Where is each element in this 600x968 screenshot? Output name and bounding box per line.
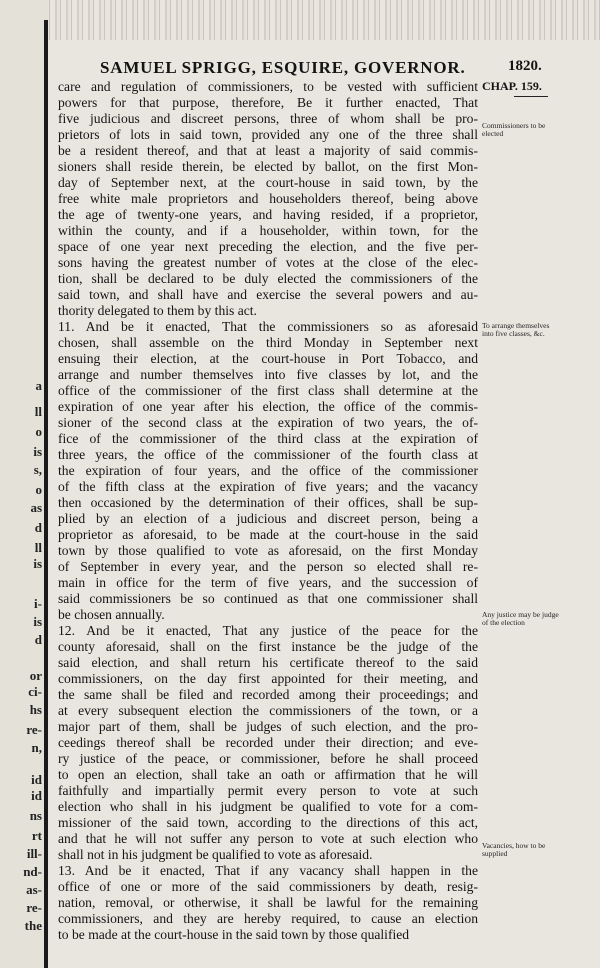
text-line: space of one year next preceding the election, and the five per- (58, 239, 478, 254)
text-line: commissioners, on the day first appointed for their meeting, and (58, 671, 478, 686)
text-line: main in office for the term of five years, and the succession of (58, 575, 478, 590)
text-line: ceedings thereof shall be recorded under their direction; and eve- (58, 735, 478, 750)
strip-fragment: n, (31, 740, 42, 755)
strip-fragment: s, (33, 462, 42, 477)
text-line: office of the commissioner of the first class shall determine at the (58, 383, 478, 398)
strip-fragment: ns (29, 808, 42, 823)
text-line: to be made at the court-house in the said town by those qualified (58, 927, 410, 942)
strip-fragment: rt (31, 828, 42, 843)
strip-fragment: the (24, 918, 42, 933)
text-line: said commissioners be so continued as that one commissioner shall (58, 591, 478, 606)
body-text (58, 79, 478, 943)
gutter-shadow (44, 20, 48, 968)
strip-fragment: nd- (23, 864, 42, 879)
strip-fragment: o (35, 482, 42, 497)
text-line: be a resident thereof, and that at least a majority of said commis- (58, 143, 478, 158)
strip-fragment: id (31, 788, 42, 803)
adjacent-page-strip (0, 0, 48, 968)
text-line: office of one or more of the said commissioners by death, resig- (58, 879, 478, 894)
strip-fragment: d (34, 632, 42, 647)
text-line: faithfully and impartially permit every person to vote at such (58, 783, 478, 798)
text-line: nation, removal, or otherwise, it shall be lawful for the remaining (58, 895, 478, 910)
text-line: proprietor as aforesaid, to be made at the court-house in the said (58, 527, 478, 542)
text-line: election who shall in his judgment be qualified to vote for a com- (58, 799, 478, 814)
text-line: the same shall be filed and recorded among their proceedings; and (58, 687, 478, 702)
text-line: missioner of the said town, according to the directions of this act, (58, 815, 478, 830)
running-head: SAMUEL SPRIGG, ESQUIRE, GOVERNOR. (100, 58, 466, 77)
strip-fragment: is (33, 444, 42, 459)
scan-noise (0, 0, 600, 40)
text-line: the age of twenty-one years, and having resided, if a proprietor, (58, 207, 478, 222)
margin-note-vacancies: Vacancies, how to be supplied (482, 841, 546, 858)
text-line: to open an election, shall take an oath or affirmation that he will (58, 767, 478, 782)
strip-fragment: ll (34, 404, 42, 419)
text-line: prietors of lots in said town, provided any one of the three shall (58, 127, 478, 142)
strip-fragment: d (34, 520, 42, 535)
strip-fragment: re- (26, 722, 42, 737)
strip-fragment: as (30, 500, 42, 515)
strip-fragment: is (33, 614, 42, 629)
text-line: care and regulation of commissioners, to be vested with sufficient (58, 79, 478, 94)
strip-fragment: ci- (28, 684, 42, 699)
text-line: tion, shall be declared to be duly elected the commissioners of the (58, 271, 478, 286)
text-line: 11. And be it enacted, That the commissioners so as aforesaid (58, 319, 478, 334)
text-line: major part of them, shall be judges of such election, and the pro- (58, 719, 478, 734)
text-line: sons having the greatest number of votes at the close of the elec- (58, 255, 478, 270)
text-line: shall not in his judgment be qualified to vote as aforesaid. (58, 847, 373, 862)
text-line: powers for that purpose, therefore, Be it further enacted, That (58, 95, 478, 110)
text-line: chosen, shall assemble on the third Monday in September next (58, 335, 478, 350)
margin-note-commissioners: Commissioners to be elected (482, 121, 546, 138)
text-line: commissioners, and they are hereby required, to cause an election (58, 911, 478, 926)
chapter-label: CHAP. 159. (482, 79, 542, 93)
text-line: 13. And be it enacted, That if any vacancy shall happen in the (58, 863, 478, 878)
text-line: sioner of the second class at the expiration of two years, the of- (58, 415, 478, 430)
text-line: the expiration of four years, and the office of the commissioner (58, 463, 478, 478)
text-line: three years, the office of the commissioner of the fourth class at (58, 447, 478, 462)
text-line: free white male proprietors and householders thereof, being above (58, 191, 478, 206)
text-line: county aforesaid, shall on the first instance be the judge of the (58, 639, 478, 654)
text-line: be chosen annually. (58, 607, 165, 622)
strip-fragment: hs (29, 702, 42, 717)
strip-fragment: as- (26, 882, 42, 897)
text-line: arrange and number themselves into five classes by lot, and the (58, 367, 478, 382)
text-line: thority delegated to them by this act. (58, 303, 257, 318)
strip-fragment: ill- (26, 846, 42, 861)
text-line: at every subsequent election the commissioners of the town, or a (58, 703, 478, 718)
text-line: within the county, and if a householder, within town, for the (58, 223, 478, 238)
strip-fragment: ll (34, 540, 42, 555)
year-heading: 1820. (508, 58, 542, 74)
margin-note-justice: Any justice may be judge of the election (482, 610, 559, 627)
text-line: 12. And be it enacted, That any justice of the peace for the (58, 623, 478, 638)
text-line: plied by an election of a judicious and discreet person, being a (58, 511, 478, 526)
text-line: sioners shall reside therein, be elected by ballot, on the first Mon- (58, 159, 478, 174)
strip-fragment: re- (26, 900, 42, 915)
text-line: said election, and shall return his certificate thereof to the said (58, 655, 478, 670)
text-line: said town, and shall have and exercise the several powers and au- (58, 287, 478, 302)
strip-fragment: is (33, 556, 42, 571)
chapter-rule (514, 96, 548, 97)
text-line: ry justice of the peace, or commissioner, before he shall proceed (58, 751, 478, 766)
strip-fragment: a (35, 378, 42, 393)
strip-fragment: id (31, 772, 42, 787)
text-line: day of September next, at the court-house in said town, by the (58, 175, 478, 190)
text-line: expiration of one year after his election, the office of the commis- (58, 399, 478, 414)
strip-fragment: i- (34, 596, 42, 611)
strip-fragment: or (29, 668, 42, 683)
text-line: five judicious and discreet persons, three of whom shall be pro- (58, 111, 478, 126)
text-line: of the fifth class at the expiration of five years; and the vacancy (58, 479, 478, 494)
text-line: and that he will not suffer any person to vote at such election who (58, 831, 478, 846)
text-line: then occasioned by the determination of their offices, shall be sup- (58, 495, 478, 510)
text-line: town by those qualified to vote as aforesaid, on the first Monday (58, 543, 478, 558)
strip-fragment: o (35, 424, 42, 439)
margin-note-arrange: To arrange themselves into five classes, &c. (482, 321, 550, 338)
text-line: of September in every year, and the person so elected shall re- (58, 559, 478, 574)
text-line: fice of the commissioner of the third class at the expiration of (58, 431, 478, 446)
text-line: ensuing their election, at the court-house in Port Tobacco, and (58, 351, 478, 366)
